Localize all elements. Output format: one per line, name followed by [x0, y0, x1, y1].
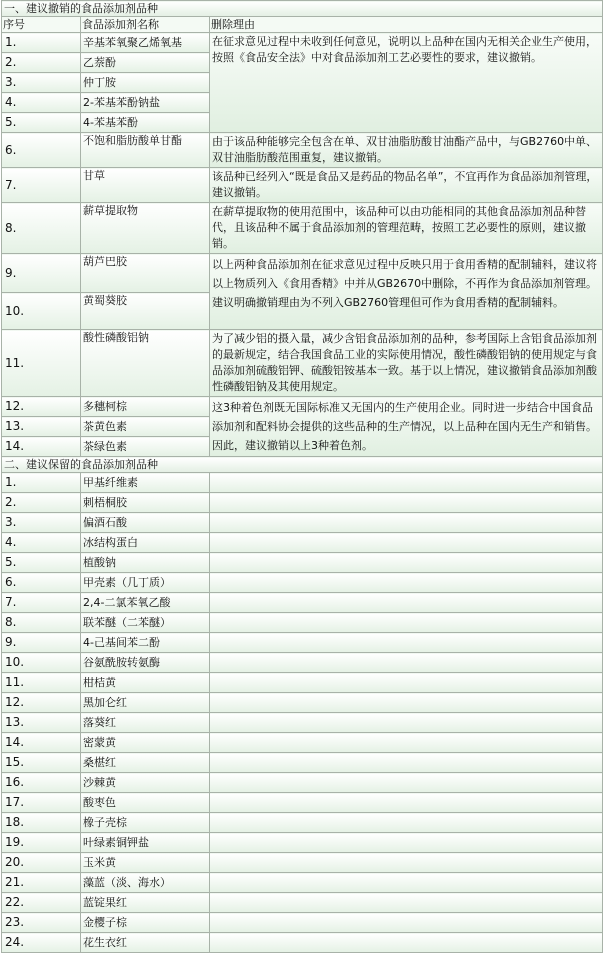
additive-name: 蓝锭果红 — [81, 893, 210, 913]
additive-name: 2-苯基苯酚钠盐 — [81, 93, 210, 113]
empty-cell — [210, 813, 603, 833]
row-index: 9. — [2, 633, 81, 653]
additive-name: 金樱子棕 — [81, 913, 210, 933]
additive-name: 玉米黄 — [81, 853, 210, 873]
additive-name: 2,4-二氯苯氧乙酸 — [81, 593, 210, 613]
additive-name: 多穗柯棕 — [81, 397, 210, 417]
row-index: 1. — [2, 33, 81, 53]
removal-reason: 由于该品种能够完全包含在单、双甘油脂肪酸甘油酯产品中，与GB2760中单、双甘油脂肪酸范围重复，建议撤销。 — [210, 133, 603, 168]
empty-cell — [210, 473, 603, 493]
additive-name: 甲壳素（几丁质） — [81, 573, 210, 593]
row-index: 12. — [2, 397, 81, 417]
additive-name: 刺梧桐胶 — [81, 493, 210, 513]
additive-name: 乙萘酚 — [81, 53, 210, 73]
empty-cell — [210, 553, 603, 573]
additive-name: 藻蓝（淡、海水） — [81, 873, 210, 893]
empty-cell — [210, 913, 603, 933]
row-index: 9. — [2, 254, 81, 293]
row-index: 20. — [2, 853, 81, 873]
empty-cell — [210, 653, 603, 673]
row-index: 23. — [2, 913, 81, 933]
additive-name: 沙棘黄 — [81, 773, 210, 793]
additive-name: 密蒙黄 — [81, 733, 210, 753]
empty-cell — [210, 793, 603, 813]
row-index: 16. — [2, 773, 81, 793]
empty-cell — [210, 613, 603, 633]
additive-name: 黑加仑红 — [81, 693, 210, 713]
row-index: 13. — [2, 417, 81, 437]
row-index: 3. — [2, 73, 81, 93]
additive-name: 花生衣红 — [81, 933, 210, 953]
additive-name: 葫芦巴胶 — [81, 254, 210, 293]
removal-reason: 在征求意见过程中未收到任何意见，说明以上品种在国内无相关企业生产使用，按照《食品安全法》中对食品添加剂工艺必要性的要求，建议撤销。 — [210, 33, 603, 133]
empty-cell — [210, 753, 603, 773]
header-reason: 删除理由 — [210, 17, 603, 33]
additive-name: 茶绿色素 — [81, 437, 210, 457]
row-index: 6. — [2, 573, 81, 593]
header-name: 食品添加剂名称 — [81, 17, 210, 33]
additive-name: 偏酒石酸 — [81, 513, 210, 533]
row-index: 6. — [2, 133, 81, 168]
additive-name: 仲丁胺 — [81, 73, 210, 93]
row-index: 19. — [2, 833, 81, 853]
row-index: 14. — [2, 733, 81, 753]
empty-cell — [210, 513, 603, 533]
row-index: 7. — [2, 168, 81, 203]
empty-cell — [210, 673, 603, 693]
header-index: 序号 — [2, 17, 81, 33]
section-title-retain: 二、建议保留的食品添加剂品种 — [2, 457, 603, 473]
row-index: 10. — [2, 653, 81, 673]
additive-name: 桑椹红 — [81, 753, 210, 773]
row-index: 8. — [2, 613, 81, 633]
row-index: 1. — [2, 473, 81, 493]
removal-reason: 为了减少铝的摄入量，减少含铝食品添加剂的品种，参考国际上含铝食品添加剂的最新规定，结合我国食品工业的实际使用情况，酸性磷酸铝钠的使用规定与食品添加剂硫酸铝钾、硫酸铝铵基本一致。基于以上情况，建议撤销食品添加剂酸性磷酸铝钠及其使用规定。 — [210, 330, 603, 397]
row-index: 22. — [2, 893, 81, 913]
row-index: 21. — [2, 873, 81, 893]
additive-name: 叶绿素铜钾盐 — [81, 833, 210, 853]
row-index: 5. — [2, 113, 81, 133]
additive-name: 不饱和脂肪酸单甘酯 — [81, 133, 210, 168]
row-index: 8. — [2, 203, 81, 254]
additive-name: 谷氨酰胺转氨酶 — [81, 653, 210, 673]
empty-cell — [210, 833, 603, 853]
row-index: 7. — [2, 593, 81, 613]
additive-name: 黄蜀葵胶 — [81, 293, 210, 330]
row-index: 2. — [2, 493, 81, 513]
additive-name: 联苯醚（二苯醚） — [81, 613, 210, 633]
additive-name: 4-己基间苯二酚 — [81, 633, 210, 653]
empty-cell — [210, 573, 603, 593]
additive-name: 柑桔黄 — [81, 673, 210, 693]
row-index: 17. — [2, 793, 81, 813]
removal-reason: 以上两种食品添加剂在征求意见过程中反映只用于食用香精的配制辅料，建议将以上物质列入《食用香精》中并从GB2670中删除，不再作为食品添加剂管理。建议明确撤销理由为不列入GB2760管理但可作为食用香精的配制辅料。 — [210, 254, 603, 330]
additive-name: 甘草 — [81, 168, 210, 203]
empty-cell — [210, 893, 603, 913]
removal-reason: 这3种着色剂既无国际标准又无国内的生产使用企业。同时进一步结合中国食品添加剂和配料协会提供的这些品种的生产情况，以上品种在国内无生产和销售。因此，建议撤销以上3种着色剂。 — [210, 397, 603, 457]
additive-name: 茶黄色素 — [81, 417, 210, 437]
empty-cell — [210, 733, 603, 753]
empty-cell — [210, 713, 603, 733]
row-index: 5. — [2, 553, 81, 573]
row-index: 2. — [2, 53, 81, 73]
empty-cell — [210, 933, 603, 953]
empty-cell — [210, 873, 603, 893]
additive-name: 冰结构蛋白 — [81, 533, 210, 553]
row-index: 11. — [2, 673, 81, 693]
empty-cell — [210, 593, 603, 613]
empty-cell — [210, 693, 603, 713]
section-title-revoke: 一、建议撤销的食品添加剂品种 — [2, 1, 603, 17]
row-index: 4. — [2, 533, 81, 553]
row-index: 3. — [2, 513, 81, 533]
row-index: 12. — [2, 693, 81, 713]
row-index: 15. — [2, 753, 81, 773]
additive-name: 甲基纤维素 — [81, 473, 210, 493]
additive-name: 植酸钠 — [81, 553, 210, 573]
additive-name: 酸枣色 — [81, 793, 210, 813]
empty-cell — [210, 633, 603, 653]
additive-name: 落葵红 — [81, 713, 210, 733]
empty-cell — [210, 493, 603, 513]
row-index: 14. — [2, 437, 81, 457]
additive-table — [1, 0, 603, 953]
row-index: 13. — [2, 713, 81, 733]
removal-reason: 在薪草提取物的使用范围中，该品种可以由功能相同的其他食品添加剂品种替代，且该品种不属于食品添加剂的管理范畴，按照工艺必要性的原则，建议撤销。 — [210, 203, 603, 254]
empty-cell — [210, 773, 603, 793]
row-index: 24. — [2, 933, 81, 953]
row-index: 10. — [2, 293, 81, 330]
row-index: 11. — [2, 330, 81, 397]
additive-name: 4-苯基苯酚 — [81, 113, 210, 133]
removal-reason: 该品种已经列入“既是食品又是药品的物品名单”，不宜再作为食品添加剂管理，建议撤销。 — [210, 168, 603, 203]
additive-name: 橡子壳棕 — [81, 813, 210, 833]
row-index: 4. — [2, 93, 81, 113]
additive-name: 辛基苯氧聚乙烯氧基 — [81, 33, 210, 53]
row-index: 18. — [2, 813, 81, 833]
additive-name: 薪草提取物 — [81, 203, 210, 254]
empty-cell — [210, 853, 603, 873]
empty-cell — [210, 533, 603, 553]
additive-name: 酸性磷酸铝钠 — [81, 330, 210, 397]
